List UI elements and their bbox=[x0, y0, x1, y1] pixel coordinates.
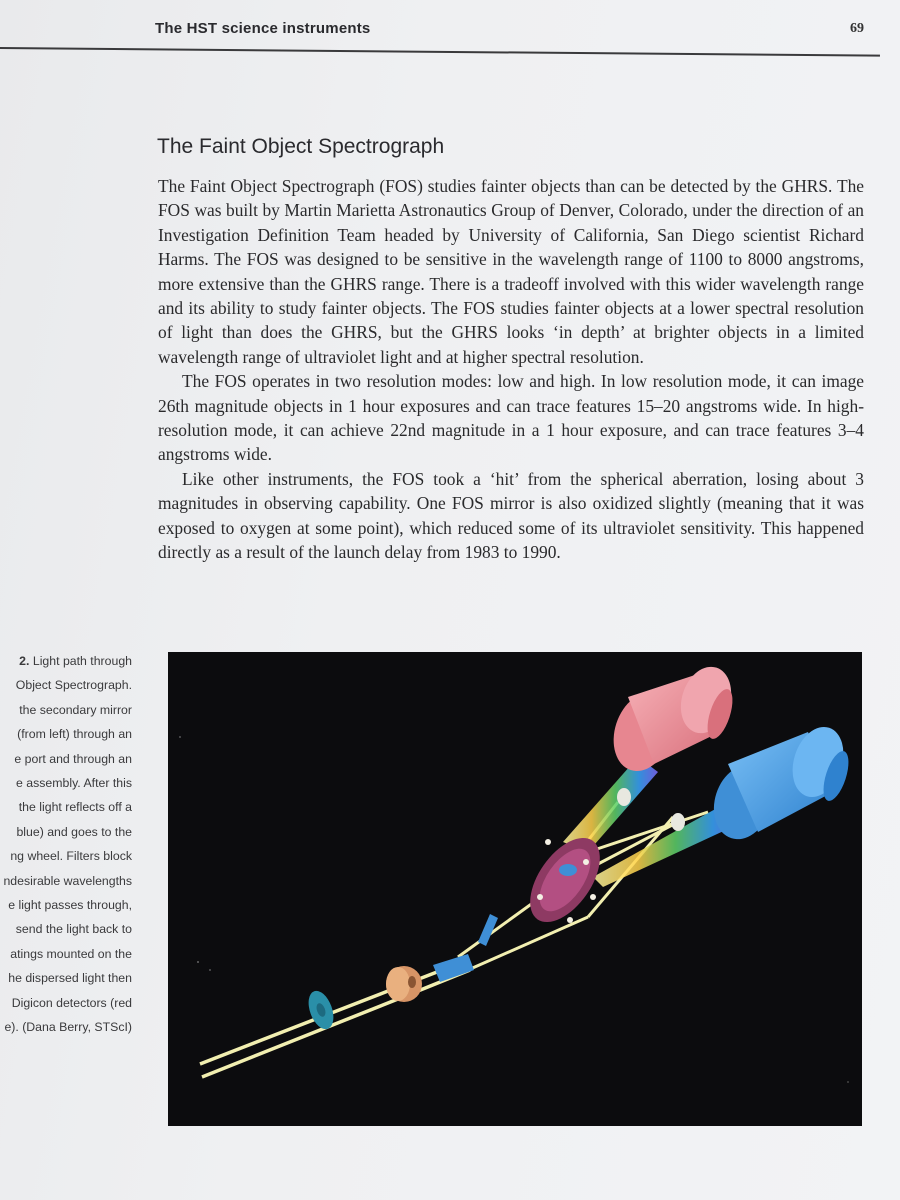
caption-line: (from left) through an bbox=[17, 727, 132, 742]
body-text bbox=[158, 174, 864, 565]
figure-number: 2. bbox=[19, 654, 30, 668]
caption-line: Object Spectrograph. bbox=[15, 678, 132, 693]
paragraph: The Faint Object Spectrograph (FOS) studies fainter objects than can be detected by the GHRS. The FOS was built by Martin Marietta Astronautics Group of Denver, Colorado, under the direction of an Investigation Definition Team headed by University of California, San Diego scientist Richard Harms. The FOS was designed to be sensitive in the wavelength range of 1100 to 8000 angstroms, more extensive than the GHRS range. There is a tradeoff involved with this wider wavelength range and its ability to study fainter objects. The FOS studies fainter objects at a lower spectral resolution of light than does the GHRS, but the GHRS looks ‘in depth’ at brighter objects in a limited wavelength range of ultraviolet light and at higher spectral resolution. bbox=[158, 176, 864, 367]
caption-line: the light reflects off a bbox=[18, 800, 132, 815]
caption-line: Digicon detectors (red bbox=[11, 995, 132, 1010]
grating-mounts bbox=[617, 788, 685, 831]
caption-line: e light passes through, bbox=[8, 898, 132, 913]
incoming-light-beams bbox=[200, 960, 470, 1077]
caption-line: 2. Light path through bbox=[19, 654, 132, 668]
caption-line: blue) and goes to the bbox=[16, 824, 132, 839]
caption-line: atings mounted on the bbox=[10, 946, 132, 961]
collimator-mirror bbox=[433, 914, 498, 982]
caption-line: the secondary mirror bbox=[19, 702, 132, 717]
figure-caption bbox=[0, 649, 132, 1040]
header-divider bbox=[0, 47, 880, 57]
paragraph: The FOS operates in two resolution modes: low and high. In low resolution mode, it can image 26th magnitude objects in 1 hour exposures and can trace features 15–20 angstroms wide. In high-resolution mode, it can achieve 22nd magnitude in a 1 hour exposure, and can trace features 3–4 angstroms wide. bbox=[158, 371, 864, 465]
running-title: The HST science instruments bbox=[155, 20, 371, 37]
light-path-diagram bbox=[168, 652, 862, 1126]
caption-line: e assembly. After this bbox=[16, 776, 132, 791]
caption-line: he dispersed light then bbox=[8, 971, 132, 986]
caption-line: e). (Dana Berry, STScI) bbox=[4, 1020, 132, 1035]
caption-line: ng wheel. Filters block bbox=[10, 849, 132, 864]
caption-line: send the light back to bbox=[15, 922, 132, 937]
spectrograph-illustration bbox=[168, 652, 862, 1126]
page-number: 69 bbox=[850, 21, 864, 36]
paragraph: Like other instruments, the FOS took a ‘hit’ from the spherical aberration, losing about 3 magnitudes in observing capability. One FOS mirror is also oxidized slightly (meaning that it was exposed to oxygen at some point), which reduced some of its ultraviolet sensitivity. This happened directly as a result of the launch delay from 1983 to 1990. bbox=[158, 468, 864, 563]
caption-line: ndesirable wavelengths bbox=[3, 873, 132, 888]
entrance-assembly bbox=[386, 966, 422, 1002]
blue-detector bbox=[705, 720, 854, 846]
red-detector bbox=[604, 660, 739, 778]
caption-line: e port and through an bbox=[14, 751, 132, 766]
section-heading: The Faint Object Spectrograph bbox=[157, 135, 445, 158]
